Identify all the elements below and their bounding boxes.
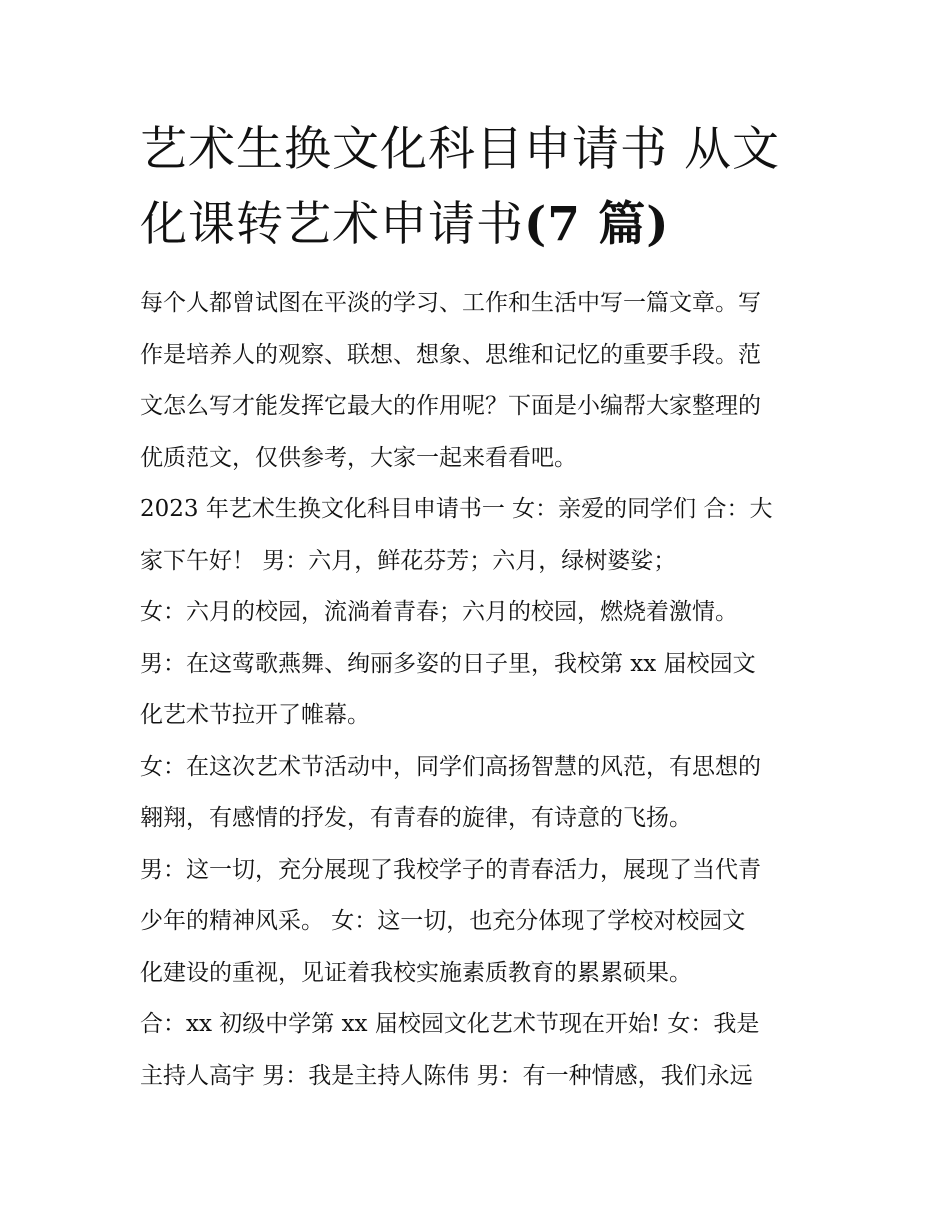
document-body xyxy=(140,278,820,1102)
document-title xyxy=(140,112,820,262)
text-line: 化艺术节拉开了帷幕。 xyxy=(140,702,370,728)
title-line xyxy=(140,187,820,262)
text-line: 2023 年艺术生换文化科目申请书一 女：亲爱的同学们 合：大 xyxy=(140,496,773,522)
text-line: 合：xx 初级中学第 xx 届校园文化艺术节现在开始! 女：我是 xyxy=(140,1011,760,1037)
text-line: 化建设的重视，见证着我校实施素质教育的累累硕果。 xyxy=(140,959,692,986)
text-line: 男：在这莺歌燕舞、绚丽多姿的日子里，我校第 xx 届校园文 xyxy=(140,650,756,677)
title-count: (7 篇) xyxy=(524,197,670,252)
title-line: 艺术生换文化科目申请书 从文 xyxy=(140,122,780,177)
text-line: 优质范文，仅供参考，大家一起来看看吧。 xyxy=(140,444,577,471)
text-line: 翱翔，有感情的抒发，有青春的旋律，有诗意的飞扬。 xyxy=(140,805,692,831)
text-line: 女：六月的校园，流淌着青春；六月的校园，燃烧着激情。 xyxy=(140,599,738,625)
text-line: 少年的精神风采。 女：这一切，也充分体现了学校对校园文 xyxy=(140,908,746,934)
text-line: 文怎么写才能发挥它最大的作用呢？下面是小编帮大家整理的 xyxy=(140,393,761,419)
title-line-text: 化课转艺术申请书 xyxy=(140,197,524,252)
text-line: 每个人都曾试图在平淡的学习、工作和生活中写一篇文章。写 xyxy=(140,290,761,316)
text-line: 女：在这次艺术节活动中，同学们高扬智慧的风范，有思想的 xyxy=(140,753,761,780)
text-line: 男：这一切，充分展现了我校学子的青春活力，展现了当代青 xyxy=(140,856,761,883)
text-line: 家下午好！ 男：六月，鲜花芬芳；六月，绿树婆娑； xyxy=(140,547,677,574)
text-line: 作是培养人的观察、联想、想象、思维和记忆的重要手段。范 xyxy=(140,341,761,368)
text-line: 主持人高宇 男：我是主持人陈伟 男：有一种情感，我们永远 xyxy=(140,1062,753,1089)
